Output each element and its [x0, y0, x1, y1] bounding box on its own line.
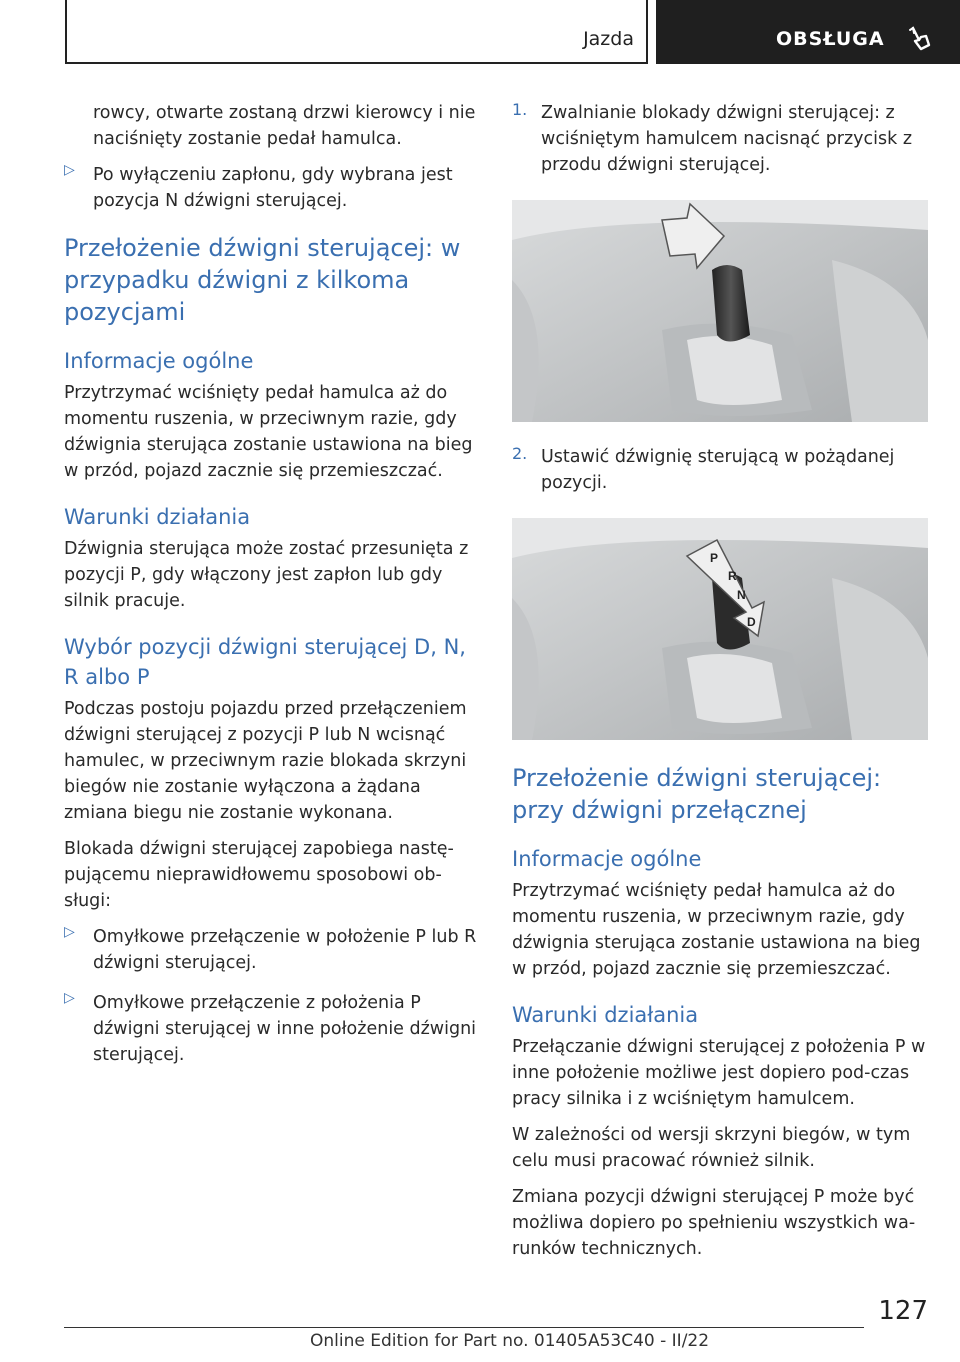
- footer-divider: [64, 1327, 864, 1328]
- triangle-bullet-icon: ▷: [64, 924, 75, 940]
- list-item: [64, 924, 480, 976]
- step-text: Zwalnianie blokady dźwigni sterującej: z wciśniętym hamulcem nacisnąć przycisk z przodu dźwigni sterującej.: [541, 103, 913, 175]
- list-item-text: Omyłkowe przełączenie w położenie P lub R dźwigni sterującej.: [93, 927, 477, 973]
- step-number: 2.: [512, 444, 528, 463]
- section-heading: Przełożenie dźwigni sterującej: przy dźwigni przełącznej: [512, 764, 882, 824]
- paragraph: Przełączanie dźwigni sterującej z położenia P w inne położenie możliwe jest dopiero pod-czas pracy silnika i z wciśniętym hamulcem.: [512, 1037, 926, 1109]
- paragraph: Podczas postoju pojazdu przed przełączeniem dźwigni sterującej z pozycji P lub N wcisnąć hamulec, w przeciwnym razie blokada skrzyni biegów nie zostanie wyłączona a żądana zmiana biegu nie zostanie wykonana.: [64, 699, 467, 823]
- section-heading: Przełożenie dźwigni sterującej: w przypadku dźwigni z kilkoma pozycjami: [64, 234, 461, 326]
- subheading: Warunki działania: [512, 1003, 699, 1027]
- header-tab-label: OBSŁUGA: [776, 28, 885, 50]
- subheading: Warunki działania: [64, 505, 251, 529]
- header-section-title: Jazda: [583, 28, 634, 50]
- paragraph: Zmiana pozycji dźwigni sterującej P może być możliwa dopiero po spełnieniu wszystkich wa-runków technicznych.: [512, 1187, 916, 1259]
- gear-label-n: N: [737, 588, 746, 602]
- subheading: Informacje ogólne: [64, 349, 254, 373]
- list-item: [64, 990, 480, 1068]
- gear-lever-positions-photo: [512, 518, 928, 740]
- paragraph: Blokada dźwigni sterującej zapobiega nastę-pującemu nieprawidłowemu sposobowi ob-sługi:: [64, 839, 454, 911]
- header-tab: [656, 0, 960, 64]
- header-bar: [65, 0, 648, 64]
- step-number: 1.: [512, 100, 528, 119]
- edition-note: Online Edition for Part no. 01405A53C40 - II/22: [310, 1331, 710, 1351]
- paragraph: Dźwignia sterująca może zostać przesunięta z pozycji P, gdy włączony jest zapłon lub gdy silnik pracuje.: [64, 539, 469, 611]
- continued-text: rowcy, otwarte zostaną drzwi kierowcy i nie naciśnięty zostanie pedał hamulca.: [93, 103, 476, 149]
- paragraph: Przytrzymać wciśnięty pedał hamulca aż do momentu ruszenia, w przeciwnym razie, gdy dźwignia sterująca zostanie ustawiona na bieg w przód, pojazd zacznie się przemieszczać.: [512, 881, 921, 979]
- triangle-bullet-icon: ▷: [64, 162, 75, 178]
- list-item: [64, 162, 480, 214]
- paragraph: Przytrzymać wciśnięty pedał hamulca aż do momentu ruszenia, w przeciwnym razie, gdy dźwignia sterująca zostanie ustawiona na bieg w przód, pojazd zacznie się przemieszczać.: [64, 383, 473, 481]
- numbered-step: [512, 444, 928, 496]
- numbered-step: [512, 100, 928, 178]
- list-item-text: Po wyłączeniu zapłonu, gdy wybrana jest pozycja N dźwigni sterującej.: [93, 165, 453, 211]
- right-column: [512, 100, 928, 1272]
- subheading: Wybór pozycji dźwigni sterującej D, N, R albo P: [64, 635, 466, 689]
- list-item-text: Omyłkowe przełączenie z położenia P dźwigni sterującej w inne położenie dźwigni sterującej.: [93, 993, 477, 1065]
- gear-label-r: R: [728, 569, 737, 583]
- gear-lever-unlock-photo: [512, 200, 928, 422]
- hand-pointer-icon: [904, 24, 932, 52]
- gear-label-p: P: [710, 551, 719, 565]
- paragraph: W zależności od wersji skrzyni biegów, w tym celu musi pracować również silnik.: [512, 1125, 911, 1171]
- left-column: [64, 100, 480, 1082]
- step-text: Ustawić dźwignię sterującą w pożądanej pozycji.: [541, 447, 895, 493]
- triangle-bullet-icon: ▷: [64, 990, 75, 1006]
- subheading: Informacje ogólne: [512, 847, 702, 871]
- gear-label-d: D: [747, 615, 756, 629]
- page-number: 127: [878, 1296, 928, 1326]
